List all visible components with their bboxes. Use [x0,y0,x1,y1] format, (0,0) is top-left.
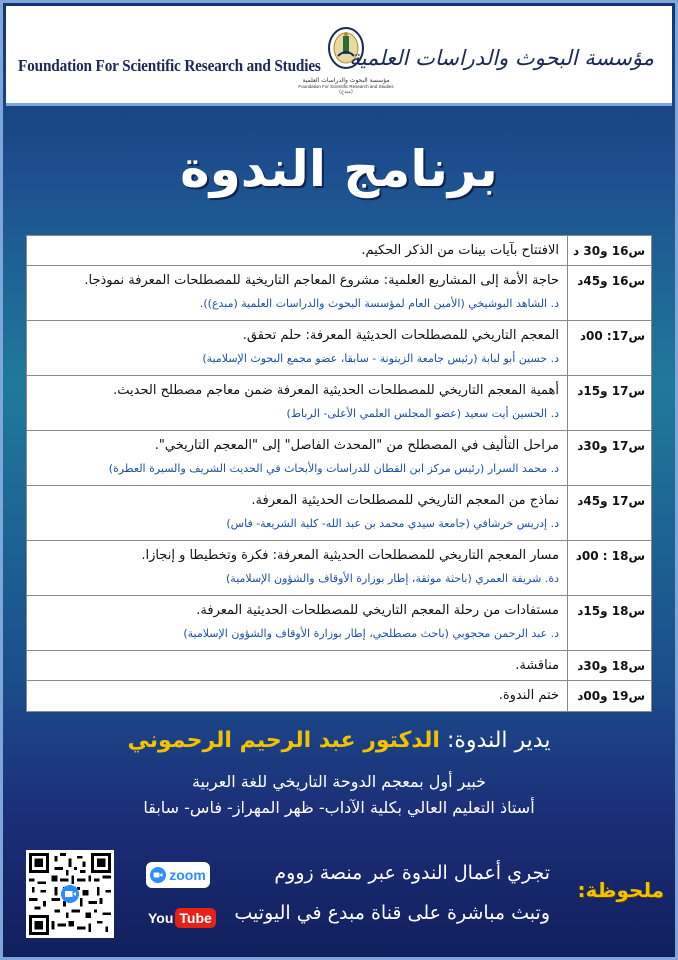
time-cell: س17 و45د [567,486,651,540]
speaker-text: د. الحسين أيت سعيد (عضو المجلس العلمي الأعلى- الرباط) [286,407,559,420]
topic-text: مراحل التأليف في المصطلح من "المحدث الفاصل" إلى "المعجم التاريخي". [154,438,559,453]
content-cell [27,486,567,540]
note-line-2: وتبث مباشرة على قناة مبدع في اليوتيب [234,902,550,924]
speaker-text: د. الشاهد البوشيخي (الأمين العام لمؤسسة البحوث والدراسات العلمية (مبدع)). [199,297,559,310]
note-line-1: تجري أعمال الندوة عبر منصة زووم [274,862,550,884]
program-row [27,651,651,681]
qr-code[interactable] [26,850,114,938]
zoom-label: zoom [169,867,206,883]
content-cell [27,596,567,650]
speaker-text: د. إدريس خرشافي (جامعة سيدي محمد بن عبد الله- كلية الشريعة- فاس) [226,517,559,530]
footer [0,840,678,960]
note-label: ملحوظة: [577,878,664,902]
topic-text: حاجة الأمة إلى المشاريع العلمية: مشروع المعاجم التاريخية للمصطلحات المعرفة نموذجا. [84,273,559,288]
moderator-name: الدكتور عبد الرحيم الرحموني [127,728,440,753]
zoom-icon [150,867,166,883]
time-cell: س16 و30 د [567,236,651,265]
topic-text: ختم الندوة. [498,688,559,703]
header [6,6,672,106]
program-row [27,431,651,486]
time-cell: س19 و00د [567,681,651,711]
moderator-title-2: أستاذ التعليم العالي بكلية الآداب- ظهر المهراز- فاس- سابقا [143,798,535,817]
time-cell: س17 و15د [567,376,651,430]
content-cell [27,376,567,430]
time-cell: س18 و30د [567,651,651,680]
topic-text: أهمية المعجم التاريخي للمصطلحات الحديثية المعرفة ضمن معاجم مصطلح الحديث. [113,383,559,398]
page-title: برنامج الندوة [180,140,498,198]
topic-text: نماذج من المعجم التاريخي للمصطلحات الحديثية المعرفة. [251,493,559,508]
youtube-icon-text-tube: Tube [175,908,215,928]
topic-text: مستفادات من رحلة المعجم التاريخي للمصطلحات الحديثية المعرفة. [196,603,559,618]
time-cell: س18 و15د [567,596,651,650]
content-cell [27,681,567,711]
org-name-ar: مؤسسة البحوث والدراسات العلمية [349,46,654,70]
content-cell [27,236,567,265]
topic-text: مناقشة. [515,658,559,673]
program-row [27,541,651,596]
youtube-logo[interactable] [146,904,210,932]
content-cell [27,651,567,680]
logo-text-ar: مؤسسة البحوث والدراسات العلمية [302,77,390,84]
logo-text-en: Foundation For Scientific Research and Studies [298,84,394,89]
topic-text: مسار المعجم التاريخي للمصطلحات الحديثية المعرفة: فكرة وتخطيطا و إنجازا. [141,548,559,563]
program-row [27,266,651,321]
program-row [27,376,651,431]
qr-code-icon [29,853,111,935]
moderator-title-1: خبير أول بمعجم الدوحة التاريخي للغة العربية [191,772,487,791]
program-row [27,681,651,711]
speaker-text: د. عبد الرحمن محجوبي (باحث مصطلحي، إطار بوزارة الأوقاف والشؤون الإسلامية) [183,627,559,640]
content-cell [27,266,567,320]
topic-text: المعجم التاريخي للمصطلحات الحديثية المعرفة: حلم تحقق. [242,328,559,343]
zoom-logo[interactable] [146,862,210,888]
content-cell [27,431,567,485]
moderator-label: يدير الندوة: [446,728,551,753]
speaker-text: دة. شريفة العمري (باحثة موثقة، إطار بوزارة الأوقاف والشؤون الإسلامية) [226,572,559,585]
program-row [27,486,651,541]
time-cell: س16 و45د [567,266,651,320]
org-name-en: Foundation For Scientific Research and Studies [18,56,321,75]
program-row [27,321,651,376]
topic-text: الافتتاح بآيات بينات من الذكر الحكيم. [361,243,559,258]
time-cell: س17 و30د [567,431,651,485]
content-cell [27,321,567,375]
moderator-heading [0,728,678,753]
speaker-text: د. حسين أبو لبابة (رئيس جامعة الزيتونة - سابقا، عضو مجمع البحوث الإسلامية) [202,352,559,365]
speaker-text: د. محمد السرار (رئيس مركز ابن القطان للدراسات والأبحاث في الحديث الشريف والسيرة العطرة) [108,462,559,475]
time-cell: س18 : 00د [567,541,651,595]
program-row [27,596,651,651]
time-cell: س17: 00د [567,321,651,375]
youtube-icon-text-you: You [148,910,174,926]
content-cell [27,541,567,595]
logo-abbr: (مبدع) [339,89,353,95]
program-row [27,236,651,266]
program-table [26,235,652,712]
